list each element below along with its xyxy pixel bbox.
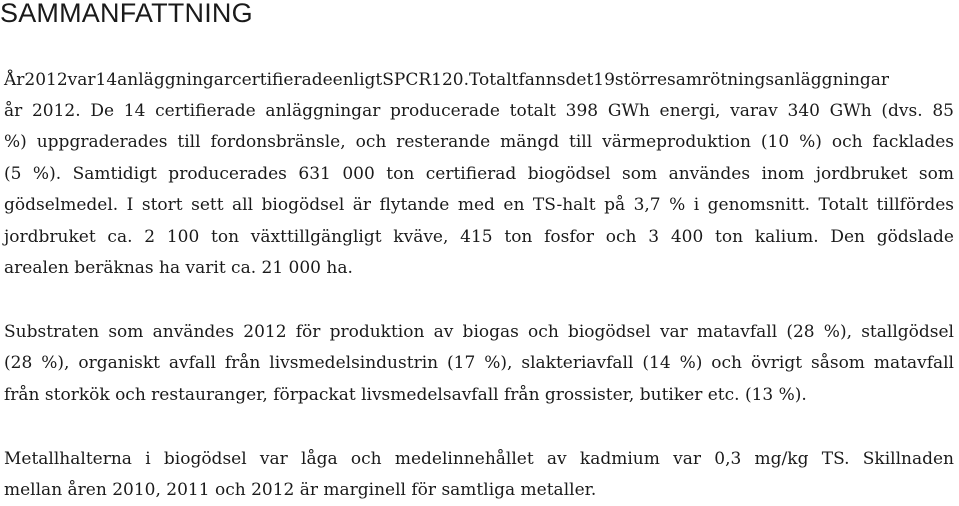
text-line: år 2012. De 14 certifierade anläggningar producerade totalt 398 GWh energi, varav 340 GWh (dvs. 85 bbox=[4, 101, 954, 121]
text-line: (28 %), organiskt avfall från livsmedelsindustrin (17 %), slakteriavfall (14 %) och övrigt såsom matavfall bbox=[4, 353, 954, 373]
section-heading: SAMMANFATTNING bbox=[0, 0, 253, 28]
text-line: gödselmedel. I stort sett all biogödsel är flytande med en TS-halt på 3,7 % i genomsnitt. Totalt tillfördes bbox=[4, 195, 954, 215]
text-line: från storkök och restauranger, förpackat livsmedelsavfall från grossister, butiker etc. (13 %). bbox=[4, 385, 807, 405]
text-line: jordbruket ca. 2 100 ton växttillgängligt kväve, 415 ton fosfor och 3 400 ton kalium. Den gödslade bbox=[4, 227, 954, 247]
text-line: %) uppgraderades till fordonsbränsle, och resterande mängd till värmeproduktion (10 %) och facklades bbox=[4, 132, 954, 152]
text-line: (5 %). Samtidigt producerades 631 000 ton certifierad biogödsel som användes inom jordbruket som bbox=[4, 164, 954, 184]
text-line: Substraten som användes 2012 för produktion av biogas och biogödsel var matavfall (28 %), stallgödsel bbox=[4, 322, 954, 342]
text-line: arealen beräknas ha varit ca. 21 000 ha. bbox=[4, 258, 353, 278]
text-line: År2012var14anläggningarcertifieradeenligtSPCR120.Totaltfannsdet19störresamrötningsanläggningar bbox=[4, 70, 890, 90]
text-line: Metallhalterna i biogödsel var låga och medelinnehållet av kadmium var 0,3 mg/kg TS. Skillnaden bbox=[4, 449, 954, 469]
text-line: mellan åren 2010, 2011 och 2012 är marginell för samtliga metaller. bbox=[4, 480, 597, 500]
